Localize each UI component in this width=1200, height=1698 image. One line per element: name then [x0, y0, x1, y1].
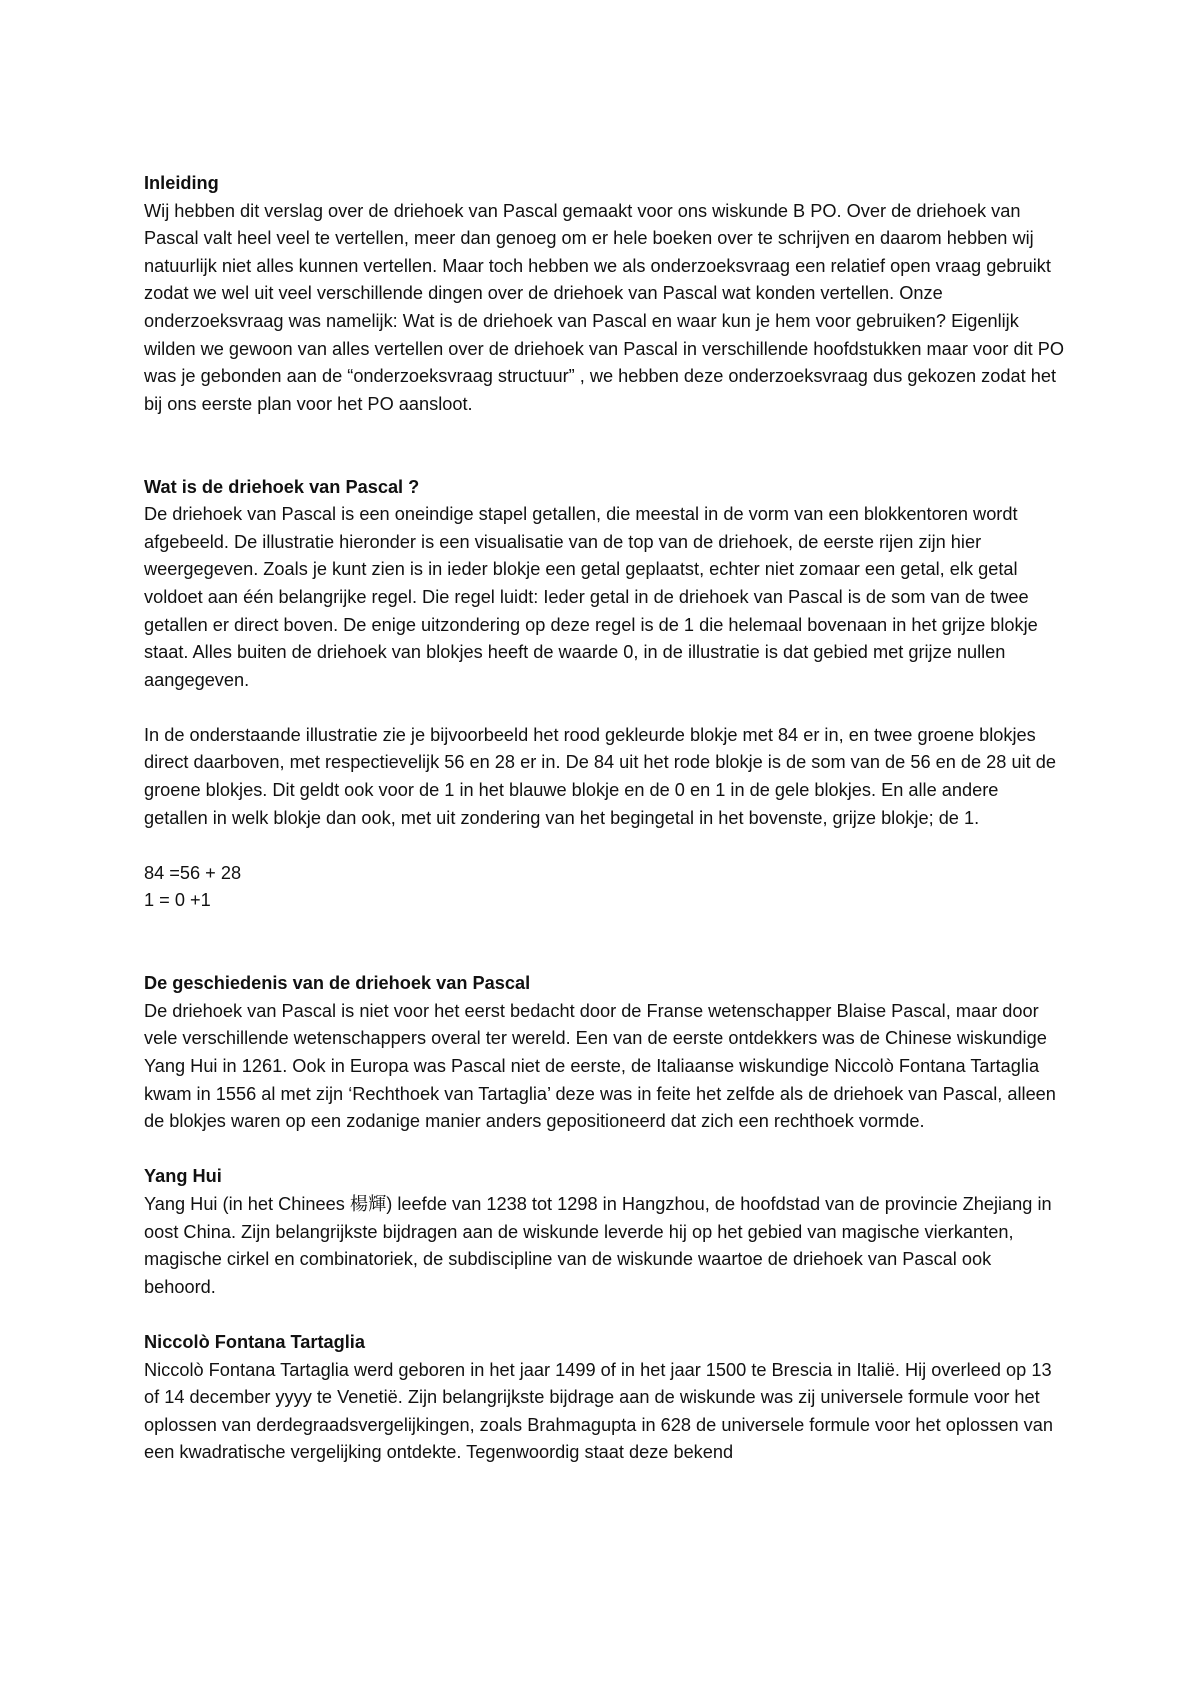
heading-yang-hui: Yang Hui: [144, 1166, 222, 1187]
heading-tartaglia: Niccolò Fontana Tartaglia: [144, 1331, 365, 1352]
paragraph-geschiedenis: De driehoek van Pascal is niet voor het eerst bedacht door de Franse wetenschapper Blaise Pascal, maar door vele verschillende wetenschappers overal ter wereld. Een van de eerste ontdekkers was de Chinese wiskundige Yang Hui in 1261. Ook in Europa was Pascal niet de eerste, de Italiaanse wiskundige Niccolò Fontana Tartaglia kwam in 1556 al met zijn ‘Rechthoek van Tartaglia’ deze was in feite het zelfde als de driehoek van Pascal, alleen de blokjes waren op een zodanige manier anders gepositioneerd dat zich een rechthoek vormde.: [144, 1000, 1056, 1132]
spacer: [144, 1301, 1064, 1329]
paragraph-wat-is-1: De driehoek van Pascal is een oneindige stapel getallen, die meestal in de vorm van een blokkentoren wordt afgebeeld. De illustratie hieronder is een visualisatie van de top van de driehoek, de eerste rijen zijn hier weergegeven. Zoals je kunt zien is in ieder blokje een getal geplaatst, echter niet zomaar een getal, elk getal voldoet aan één belangrijke regel. Die regel luidt: Ieder getal in de driehoek van Pascal is de som van de twee getallen er direct boven. De enige uitzondering op deze regel is de 1 die helemaal bovenaan in het grijze blokje staat. Alles buiten de driehoek van blokjes heeft de waarde 0, in de illustratie is dat gebied met grijze nullen aangegeven.: [144, 504, 1038, 690]
heading-inleiding: Inleiding: [144, 173, 219, 193]
spacer: [144, 1136, 1064, 1164]
formula-line-2: 1 = 0 +1: [144, 890, 211, 911]
spacer: [144, 832, 1064, 860]
heading-wat-is: Wat is de driehoek van Pascal ?: [144, 476, 420, 497]
spacer: [144, 418, 1064, 473]
paragraph-wat-is-2: In de onderstaande illustratie zie je bijvoorbeeld het rood gekleurde blokje met 84 er in, en twee groene blokjes direct daarboven, met respectievelijk 56 en 28 er in. De 84 uit het rode blokje is de som van de 56 en de 28 uit de groene blokjes. Dit geldt ook voor de 1 in het blauwe blokje en de 0 en 1 in de gele blokjes. En alle andere getallen in welk blokje dan ook, met uit zondering van het begingetal in het bovenste, grijze blokje; de 1.: [144, 724, 1056, 828]
paragraph-inleiding: Wij hebben dit verslag over de driehoek van Pascal gemaakt voor ons wiskunde B PO. Over de driehoek van Pascal valt heel veel te vertellen, meer dan genoeg om er hele boeken over te schrijven en daarom hebben wij natuurlijk niet alles kunnen vertellen. Maar toch hebben we als onderzoeksvraag een relatief open vraag gebruikt zodat we wel uit veel verschillende dingen over de driehoek van Pascal wat konden vertellen. Onze onderzoeksvraag was namelijk: Wat is de driehoek van Pascal en waar kun je hem voor gebruiken? Eigenlijk wilden we gewoon van alles vertellen over de driehoek van Pascal in verschillende hoofdstukken maar voor dit PO was je gebonden aan de “onderzoeksvraag structuur” , we hebben deze onderzoeksvraag dus gekozen zodat het bij ons eerste plan voor het PO aansloot.: [144, 200, 1064, 414]
spacer: [144, 694, 1064, 722]
paragraph-yang-hui: Yang Hui (in het Chinees 楊輝) leefde van 1238 tot 1298 in Hangzhou, de hoofdstad van de provincie Zhejiang in oost China. Zijn belangrijkste bijdragen aan de wiskunde leverde hij op het gebied van magische vierkanten, magische cirkel en combinatoriek, de subdiscipline van de wiskunde waartoe de driehoek van Pascal ook behoord.: [144, 1193, 1052, 1297]
document-body: [144, 170, 1064, 1467]
spacer: [144, 915, 1064, 970]
heading-geschiedenis: De geschiedenis van de driehoek van Pascal: [144, 973, 531, 994]
paragraph-tartaglia: Niccolò Fontana Tartaglia werd geboren in het jaar 1499 of in het jaar 1500 te Brescia in Italië. Hij overleed op 13 of 14 december yyyy te Venetië. Zijn belangrijkste bijdrage aan de wiskunde was zij universele formule voor het oplossen van derdegraadsvergelijkingen, zoals Brahmagupta in 628 de universele formule voor het oplossen van een kwadratische vergelijking ontdekte. Tegenwoordig staat deze bekend: [144, 1359, 1053, 1463]
formula-line-1: 84 =56 + 28: [144, 862, 242, 883]
